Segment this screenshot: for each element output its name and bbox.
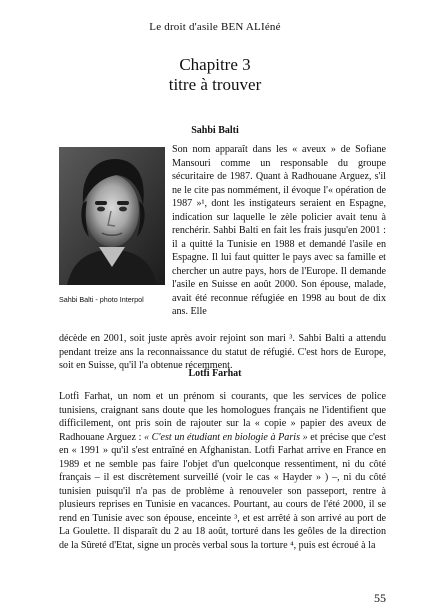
portrait-photo-image [59,147,165,285]
section2-paragraph [59,390,386,585]
running-head: Le droit d'asile BEN ALIéné [149,21,281,33]
section1-paragraph-beside-photo: Son nom apparaît dans les « aveux » de Sofiane Mansouri comme un responsable du groupe sécuritaire de 1987. Quant à Radhouane Arguez, s'il ne le cite pas nommément, il évoque l'« opération de 1987 »¹, dont les instigateurs seraient en Espagne, indication sur laquelle le zèle policier avait tenu à renchérir. Sahbi Balti en fait les frais jusqu'en 2001 : il a quitté la Tunisie en 1988 et demandé l'asile en Espagne. Il lui faut quitter le pays avec sa famille et chercher un autre pays, hors de l'Europe. Il demande l'asile en Suisse en août 2000. Son épouse, malade, avait été reconnue réfugiée en 1998 au bout de dix ans. Elle [172,144,386,317]
chapter-label: Chapitre 3 [179,55,251,74]
section2-text-end: et précise que c'est en « 1991 » qu'il s'est entraîné en Afghanistan. Lotfi Farhat arrive en France en 1989 et ne semble pas faire l'objet d'un quelconque ressentiment, ni du côté français – il est discrètement surveillé (voir le cas « Hayder » ) –, ni du côté tunisien puisqu'il n'a pas de problème à renouveler son passeport, rentre à plusieurs reprises en Tunisie en vacances. Pourtant, au cours de l'été 2000, il se rend en Tunisie avec son épouse, enceinte ³, et est arrêté à son arrivé au port de La Goulette. Il disparaît du 2 au 18 août, torturé dans les geôles de la direction de la Sûreté d'Etat, signe un procès verbal sous la torture ⁴, puis est écroué à la [59,431,386,551]
photo-caption: Sahbi Balti - photo Interpol [59,295,144,304]
portrait-photo [59,147,165,285]
section1-paragraph-continued: décède en 2001, soit juste après avoir rejoint son mari ³. Sahbi Balti a attendu pendant treize ans la reconnaissance du statut de réfugié. C'est hors de Europe, soit en Suisse, qu'il l'a obtenue récemment. [59,333,386,371]
section-heading-sahbi-balti: Sahbi Balti [191,125,239,136]
section-heading-lotfi-farhat: Lotfi Farhat [188,368,242,379]
section2-quote: « C'est un étudiant en biologie à Paris » [143,431,308,443]
section2-text-start: Lotfi Farhat, un nom et un prénom si courants, que les services de police tunisiens, craignant sans doute que les homologues français ne l'identifient que difficilement, ont pris soin de rajouter sur la « copie » papier des aveux de Radhouane Arguez : [59,391,386,443]
chapter-title: titre à trouver [168,75,262,94]
page-number: 55 [374,591,386,605]
